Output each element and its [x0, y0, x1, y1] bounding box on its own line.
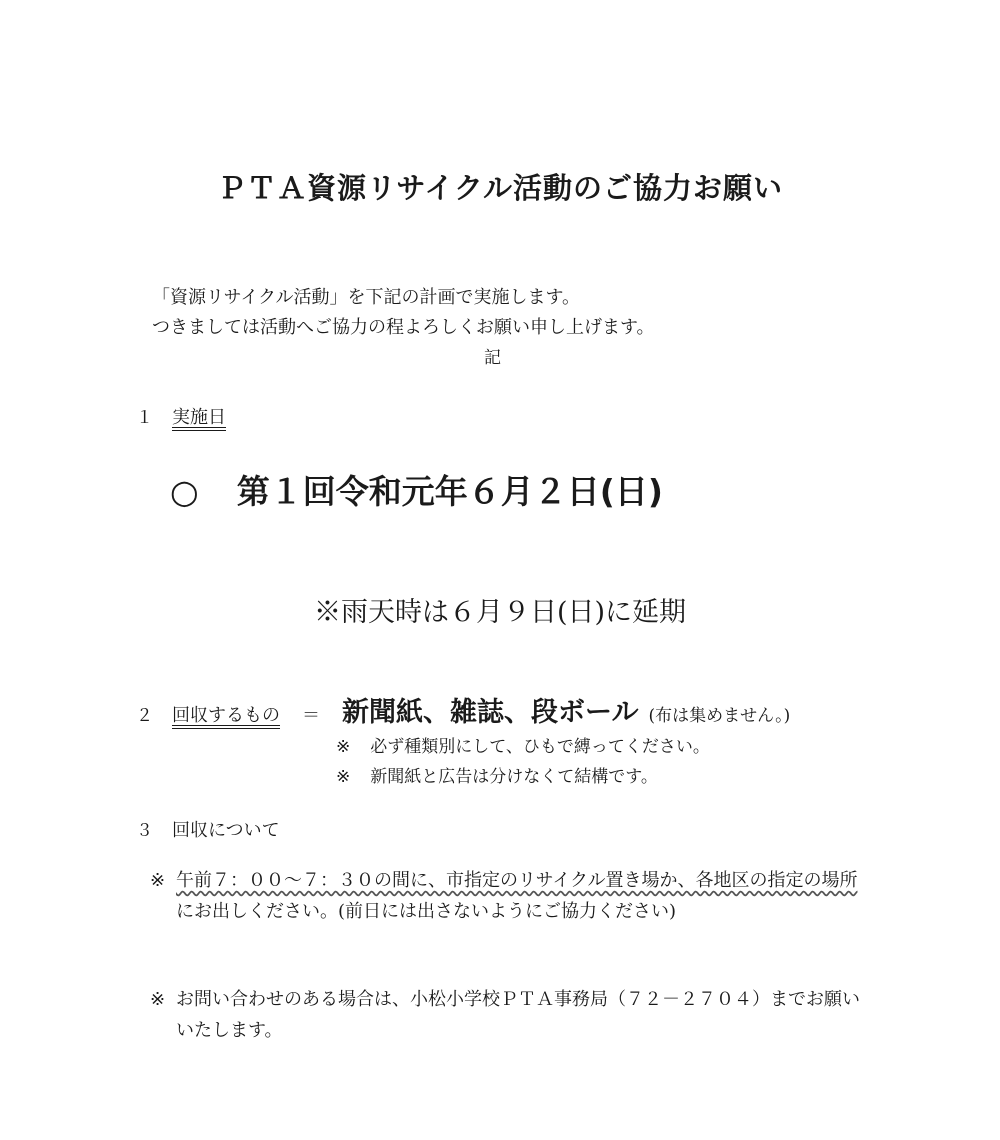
section-3-heading: 回収について — [172, 820, 280, 841]
section-3-number: ３ — [136, 821, 153, 841]
circle-mark: ○ — [170, 472, 199, 511]
section-2-heading: 回収するもの — [172, 705, 280, 726]
note-text: 新聞紙と広告は分けなくて結構です。 — [370, 767, 658, 787]
section-2-number: ２ — [136, 706, 153, 726]
rain-date-note: ※雨天時は６月９日(日)に延期 — [313, 597, 687, 628]
intro-line-1: 「資源リサイクル活動」を下記の計画で実施します。 — [152, 287, 581, 308]
collection-note-2 — [336, 762, 658, 787]
note-mark: ※ — [150, 870, 166, 891]
collection-time-text — [176, 865, 860, 927]
intro-line-2: つきましては活動へご協力の程よろしくお願い申し上げます。 — [152, 317, 655, 338]
collection-items: 新聞紙、雑誌、段ボール — [342, 697, 639, 728]
ki-label: 記 — [484, 348, 501, 368]
equals-sign: ＝ — [302, 705, 320, 726]
note-mark: ※ — [336, 767, 351, 787]
note-mark: ※ — [150, 989, 166, 1010]
collection-time-underlined: 午前７：００～７：３０の間に、市指定のリサイクル置き場か、各地区の指定の場所 — [176, 870, 858, 891]
section-1-number: １ — [136, 408, 153, 428]
event-date: 第１回令和元年６月２日(日) — [236, 472, 663, 511]
collection-time-rest: にお出しください。(前日には出さないようにご協力ください) — [176, 901, 677, 922]
document-title: ＰＴＡ資源リサイクル活動のご協力お願い — [217, 171, 783, 205]
contact-note — [150, 984, 860, 1046]
event-date-line — [170, 466, 663, 513]
note-mark: ※ — [336, 737, 351, 757]
collection-note-1 — [336, 732, 710, 757]
section-1-heading: 実施日 — [172, 407, 226, 428]
collection-items-row — [172, 690, 790, 729]
contact-text: お問い合わせのある場合は、小松小学校ＰＴＡ事務局（７２－２７０４）までお願いいたします。 — [176, 989, 860, 1041]
collection-time-note — [150, 865, 860, 927]
items-exclusion-note: (布は集めません。) — [648, 706, 791, 726]
note-text: 必ず種類別にして、ひもで縛ってください。 — [370, 737, 710, 757]
